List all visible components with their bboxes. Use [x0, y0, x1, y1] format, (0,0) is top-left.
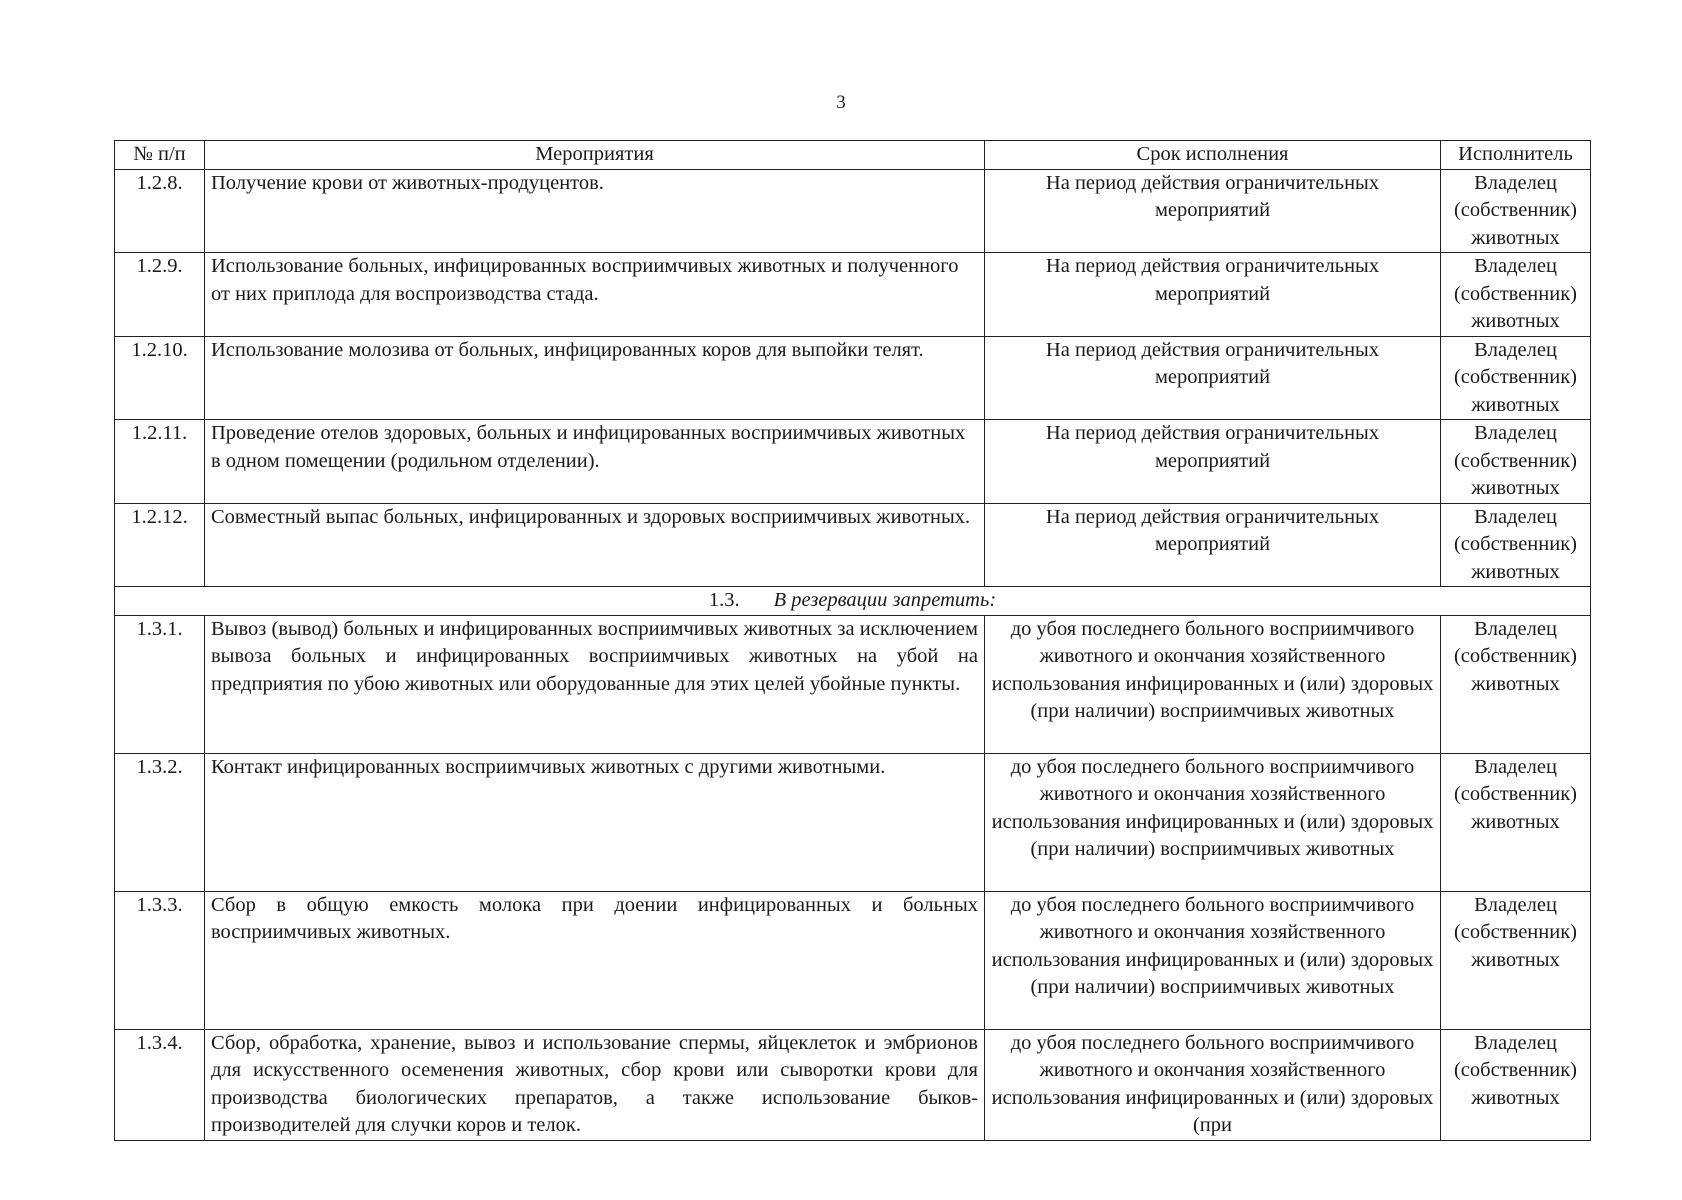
row-num: 1.3.2.	[115, 753, 205, 891]
row-activity: Вывоз (вывод) больных и инфицированных восприимчивых животных за исключением вывоза больных и инфицированных восприимчивых животных на убой на предприятия по убою животных или оборудованные для этих целей убойные пункты.	[205, 615, 985, 753]
row-num: 1.3.1.	[115, 615, 205, 753]
row-num: 1.3.3.	[115, 891, 205, 1029]
row-term: до убоя последнего больного восприимчивого животного и окончания хозяйственного использования инфицированных и (или) здоровых (при	[985, 1029, 1441, 1140]
row-executor: Владелец (собственник) животных	[1441, 253, 1591, 337]
row-activity: Сбор в общую емкость молока при доении инфицированных и больных восприимчивых животных.	[205, 891, 985, 1029]
row-num: 1.3.4.	[115, 1029, 205, 1140]
row-activity: Совместный выпас больных, инфицированных и здоровых восприимчивых животных.	[205, 503, 985, 587]
row-activity: Использование молозива от больных, инфицированных коров для выпойки телят.	[205, 336, 985, 420]
section-number: 1.3.	[708, 589, 740, 611]
row-activity: Использование больных, инфицированных восприимчивых животных и полученного от них приплода для воспроизводства стада.	[205, 253, 985, 337]
section-title: В резервации запретить:	[773, 589, 997, 611]
row-executor: Владелец (собственник) животных	[1441, 503, 1591, 587]
row-term: до убоя последнего больного восприимчивого животного и окончания хозяйственного использования инфицированных и (или) здоровых (при наличии) восприимчивых животных	[985, 615, 1441, 753]
table-row	[115, 336, 1591, 420]
table-row	[115, 503, 1591, 587]
row-num: 1.2.11.	[115, 420, 205, 504]
row-num: 1.2.12.	[115, 503, 205, 587]
row-activity: Получение крови от животных-продуцентов.	[205, 169, 985, 253]
table-row	[115, 420, 1591, 504]
row-num: 1.2.9.	[115, 253, 205, 337]
table-row	[115, 615, 1591, 753]
row-executor: Владелец (собственник) животных	[1441, 615, 1591, 753]
table-row	[115, 169, 1591, 253]
row-term: На период действия ограничительных мероприятий	[985, 253, 1441, 337]
header-activity: Мероприятия	[205, 141, 985, 170]
section-heading	[115, 587, 1591, 616]
row-num: 1.2.10.	[115, 336, 205, 420]
row-executor: Владелец (собственник) животных	[1441, 753, 1591, 891]
row-executor: Владелец (собственник) животных	[1441, 420, 1591, 504]
row-executor: Владелец (собственник) животных	[1441, 1029, 1591, 1140]
row-term: до убоя последнего больного восприимчивого животного и окончания хозяйственного использования инфицированных и (или) здоровых (при наличии) восприимчивых животных	[985, 891, 1441, 1029]
header-term: Срок исполнения	[985, 141, 1441, 170]
section-row	[115, 587, 1591, 616]
table-header-row	[115, 141, 1591, 170]
table-row	[115, 253, 1591, 337]
row-executor: Владелец (собственник) животных	[1441, 336, 1591, 420]
row-executor: Владелец (собственник) животных	[1441, 891, 1591, 1029]
table-row	[115, 891, 1591, 1029]
row-term: На период действия ограничительных мероприятий	[985, 420, 1441, 504]
row-num: 1.2.8.	[115, 169, 205, 253]
measures-table	[114, 140, 1591, 1141]
row-term: до убоя последнего больного восприимчивого животного и окончания хозяйственного использования инфицированных и (или) здоровых (при наличии) восприимчивых животных	[985, 753, 1441, 891]
row-term: На период действия ограничительных мероприятий	[985, 503, 1441, 587]
page-number: 3	[836, 92, 846, 113]
table-row	[115, 753, 1591, 891]
row-activity: Проведение отелов здоровых, больных и инфицированных восприимчивых животных в одном помещении (родильном отделении).	[205, 420, 985, 504]
row-executor: Владелец (собственник) животных	[1441, 169, 1591, 253]
header-executor: Исполнитель	[1441, 141, 1591, 170]
row-activity: Сбор, обработка, хранение, вывоз и использование спермы, яйцеклеток и эмбрионов для искусственного осеменения животных, сбор крови или сыворотки крови для производства биологических препаратов, а также использование быков-производителей для случки коров и телок.	[205, 1029, 985, 1140]
row-term: На период действия ограничительных мероприятий	[985, 169, 1441, 253]
row-term: На период действия ограничительных мероприятий	[985, 336, 1441, 420]
header-num: № п/п	[115, 141, 205, 170]
row-activity: Контакт инфицированных восприимчивых животных с другими животными.	[205, 753, 985, 891]
table-row	[115, 1029, 1591, 1140]
